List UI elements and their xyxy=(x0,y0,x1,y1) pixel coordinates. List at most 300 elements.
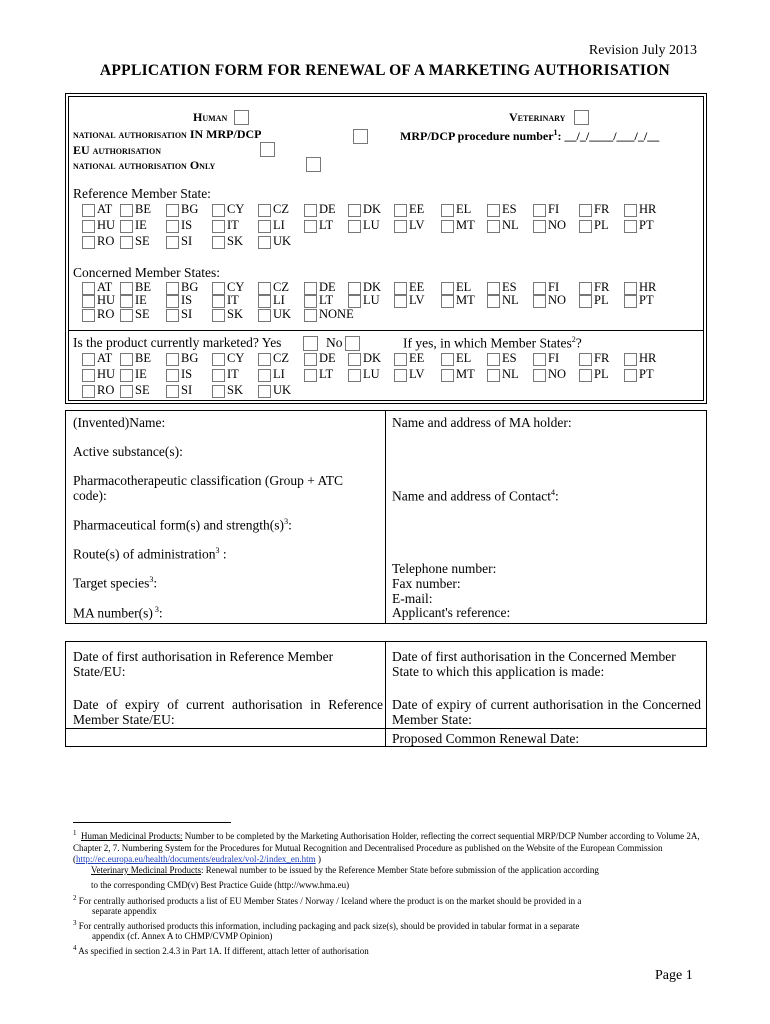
country-checkbox[interactable] xyxy=(212,204,225,217)
country-code: HU xyxy=(97,293,116,307)
country-code: EE xyxy=(409,351,425,365)
country-option[interactable] xyxy=(304,293,333,308)
country-option[interactable] xyxy=(441,351,471,366)
country-code: IT xyxy=(227,367,239,381)
country-checkbox[interactable] xyxy=(212,385,225,398)
country-code: DE xyxy=(319,351,336,365)
country-option[interactable] xyxy=(441,202,471,217)
country-code: HR xyxy=(639,280,657,294)
country-code: PT xyxy=(639,218,654,232)
marketed-question: Is the product currently marketed? Yes xyxy=(73,335,282,350)
country-option[interactable] xyxy=(82,202,112,217)
expiry-rms-label: Date of expiry of current authorisation in Reference Member State/EU: xyxy=(73,697,383,727)
country-checkbox[interactable] xyxy=(579,353,592,366)
country-code: IT xyxy=(227,293,239,307)
country-option[interactable] xyxy=(579,218,609,233)
country-checkbox[interactable] xyxy=(304,353,317,366)
country-option[interactable] xyxy=(212,367,239,382)
country-option[interactable] xyxy=(304,202,336,217)
country-option[interactable] xyxy=(304,367,333,382)
eudralex-link[interactable]: http://ec.europa.eu/health/documents/eudralex/vol-2/index_en.htm xyxy=(76,854,316,864)
ma-number-label: MA number(s) $^3$: xyxy=(73,605,163,621)
country-option[interactable] xyxy=(348,351,381,366)
country-option[interactable] xyxy=(304,218,333,233)
country-option[interactable] xyxy=(579,202,609,217)
country-code: PT xyxy=(639,367,654,381)
country-code: CY xyxy=(227,280,245,294)
country-code: PL xyxy=(594,367,609,381)
country-checkbox[interactable] xyxy=(394,220,407,233)
country-option[interactable] xyxy=(487,293,519,308)
country-checkbox[interactable] xyxy=(487,295,500,308)
country-option[interactable] xyxy=(394,351,424,366)
country-checkbox[interactable] xyxy=(487,204,500,217)
footnote-1: $^1$ Human Medicinal Products: Number to be completed by the Marketing Authorisation Holder, reflecting the correct sequential MRP/DCP Number according to Volume 2A, Chapter 2, 7. Numbering System for the Procedures for Mutual Recognition and Decentralised Procedure as published on the Website of the European Commission (http://ec.europa.eu/health/documents/eudralex/vol-2/index_en.htm ) xyxy=(73,829,700,864)
country-code: SE xyxy=(135,234,150,248)
country-option[interactable] xyxy=(487,202,517,217)
country-option[interactable] xyxy=(394,202,424,217)
country-code: UK xyxy=(273,307,292,321)
country-code: BE xyxy=(135,351,151,365)
country-code: BG xyxy=(181,202,199,216)
country-code: BG xyxy=(181,280,199,294)
country-code: FI xyxy=(548,280,560,294)
country-code: ES xyxy=(502,351,517,365)
country-checkbox[interactable] xyxy=(166,204,179,217)
country-code: LT xyxy=(319,218,334,232)
expiry-cms-label: Date of expiry of current authorisation in the Concerned Member State: xyxy=(392,697,701,727)
concerned-states-label: Concerned Member States: xyxy=(73,265,220,280)
country-code: SE xyxy=(135,307,150,321)
route-label: Route(s) of administration$^3$ : xyxy=(73,546,227,562)
country-code: ES xyxy=(502,202,517,216)
country-code: BE xyxy=(135,202,151,216)
country-checkbox[interactable] xyxy=(82,236,95,249)
country-checkbox[interactable] xyxy=(624,220,637,233)
country-checkbox[interactable] xyxy=(120,309,133,322)
country-code: IE xyxy=(135,293,147,307)
country-checkbox[interactable] xyxy=(166,295,179,308)
country-option[interactable] xyxy=(166,367,192,382)
country-option[interactable] xyxy=(533,202,559,217)
country-checkbox[interactable] xyxy=(166,220,179,233)
marketed-yes-checkbox[interactable] xyxy=(303,336,318,351)
country-option[interactable] xyxy=(82,351,112,366)
country-code: SI xyxy=(181,307,193,321)
country-option[interactable] xyxy=(82,367,115,382)
country-code: LI xyxy=(273,218,285,232)
country-code: PL xyxy=(594,293,609,307)
country-code: LT xyxy=(319,367,334,381)
country-checkbox[interactable] xyxy=(579,220,592,233)
country-code: IT xyxy=(227,218,239,232)
country-option[interactable] xyxy=(624,293,654,308)
country-option[interactable] xyxy=(487,367,519,382)
country-checkbox[interactable] xyxy=(212,309,225,322)
country-code: CY xyxy=(227,202,245,216)
country-checkbox[interactable] xyxy=(82,295,95,308)
country-option[interactable] xyxy=(82,383,114,398)
country-option[interactable] xyxy=(624,218,654,233)
country-checkbox[interactable] xyxy=(624,204,637,217)
country-option[interactable] xyxy=(120,202,151,217)
country-checkbox[interactable] xyxy=(533,353,546,366)
country-checkbox[interactable] xyxy=(624,353,637,366)
national-only-checkbox[interactable] xyxy=(306,157,321,172)
country-code: RO xyxy=(97,234,115,248)
country-option[interactable] xyxy=(348,202,381,217)
country-checkbox[interactable] xyxy=(579,295,592,308)
country-code: EL xyxy=(456,351,472,365)
country-code: LV xyxy=(409,218,425,232)
country-checkbox[interactable] xyxy=(82,220,95,233)
country-option[interactable] xyxy=(258,367,285,382)
country-code: LU xyxy=(363,367,380,381)
country-code: AT xyxy=(97,202,113,216)
country-checkbox[interactable] xyxy=(166,385,179,398)
country-code: CZ xyxy=(273,202,289,216)
footnote-3-cont: appendix (cf. Annex A to CHMP/CVMP Opinion) xyxy=(92,931,273,941)
country-code: HR xyxy=(639,351,657,365)
country-option[interactable] xyxy=(212,383,243,398)
country-code: SE xyxy=(135,383,150,397)
footnote-2-cont: separate appendix xyxy=(92,906,157,916)
country-code: CY xyxy=(227,351,245,365)
country-code: MT xyxy=(456,293,475,307)
country-code: FR xyxy=(594,351,610,365)
country-option[interactable] xyxy=(258,202,289,217)
country-code: LI xyxy=(273,367,285,381)
country-code: NL xyxy=(502,293,519,307)
country-code: IE xyxy=(135,218,147,232)
country-checkbox[interactable] xyxy=(82,353,95,366)
country-checkbox[interactable] xyxy=(258,295,271,308)
country-code: BG xyxy=(181,351,199,365)
country-code: NL xyxy=(502,218,519,232)
country-option[interactable] xyxy=(166,234,192,249)
country-option[interactable] xyxy=(258,218,285,233)
country-code: EE xyxy=(409,280,425,294)
first-auth-cms-label: Date of first authorisation in the Concerned Member State to which this application is made: xyxy=(392,649,676,679)
country-code: DK xyxy=(363,351,382,365)
country-code: IS xyxy=(181,218,193,232)
country-code: IS xyxy=(181,367,193,381)
mrp-dcp-checkbox[interactable] xyxy=(353,129,368,144)
country-option[interactable] xyxy=(212,307,243,322)
country-option[interactable] xyxy=(348,218,380,233)
country-code: HR xyxy=(639,202,657,216)
country-code: LV xyxy=(409,367,425,381)
country-checkbox[interactable] xyxy=(120,236,133,249)
footnote-1-vet: Veterinary Medicinal Products: Renewal number to be issued by the Reference Member State before submission of the application according xyxy=(91,865,599,875)
country-code: BE xyxy=(135,280,151,294)
country-checkbox[interactable] xyxy=(533,204,546,217)
country-checkbox[interactable] xyxy=(82,385,95,398)
human-checkbox[interactable] xyxy=(234,110,249,125)
footnote-4: $^4$ As specified in section 2.4.3 in Part 1A. If different, attach letter of authorisation xyxy=(73,944,369,956)
country-code: PL xyxy=(594,218,609,232)
country-option[interactable] xyxy=(82,293,115,308)
country-option[interactable] xyxy=(441,293,475,308)
country-option[interactable] xyxy=(82,234,114,249)
country-checkbox[interactable] xyxy=(212,236,225,249)
country-option[interactable] xyxy=(120,293,147,308)
country-code: FI xyxy=(548,202,560,216)
form-title: APPLICATION FORM FOR RENEWAL OF A MARKETING AUTHORISATION xyxy=(99,62,671,79)
country-checkbox[interactable] xyxy=(533,220,546,233)
country-checkbox[interactable] xyxy=(348,204,361,217)
country-code: RO xyxy=(97,383,115,397)
country-option[interactable] xyxy=(579,367,609,382)
country-option[interactable] xyxy=(120,218,147,233)
country-checkbox[interactable] xyxy=(258,204,271,217)
country-option[interactable] xyxy=(166,202,198,217)
country-checkbox[interactable] xyxy=(120,295,133,308)
country-code: DE xyxy=(319,202,336,216)
country-checkbox[interactable] xyxy=(304,369,317,382)
country-checkbox[interactable] xyxy=(120,369,133,382)
country-checkbox[interactable] xyxy=(394,369,407,382)
country-code: NL xyxy=(502,367,519,381)
country-checkbox[interactable] xyxy=(258,309,271,322)
country-option[interactable] xyxy=(166,307,192,322)
country-code: DK xyxy=(363,202,382,216)
marketed-no-label: No xyxy=(326,335,343,350)
marketed-which-label: If yes, in which Member States$^2$? xyxy=(403,335,582,351)
invented-name-label: (Invented)Name: xyxy=(73,415,166,430)
country-checkbox[interactable] xyxy=(82,309,95,322)
country-option[interactable] xyxy=(120,307,150,322)
country-checkbox[interactable] xyxy=(441,295,454,308)
country-checkbox[interactable] xyxy=(166,369,179,382)
country-code: CZ xyxy=(273,351,289,365)
veterinary-label: Veterinary xyxy=(509,110,566,124)
country-checkbox[interactable] xyxy=(258,220,271,233)
active-substance-label: Active substance(s): xyxy=(73,444,183,459)
country-checkbox[interactable] xyxy=(82,204,95,217)
country-code: FR xyxy=(594,280,610,294)
country-option[interactable] xyxy=(624,202,656,217)
country-checkbox[interactable] xyxy=(348,220,361,233)
country-option[interactable] xyxy=(533,218,566,233)
country-option[interactable] xyxy=(212,293,239,308)
pharmaco-class-label: Pharmacotherapeutic classification (Group + ATC code): xyxy=(73,473,344,503)
country-option[interactable] xyxy=(579,351,609,366)
country-code: NO xyxy=(548,293,567,307)
country-checkbox[interactable] xyxy=(258,236,271,249)
footnote-2: $^2$ For centrally authorised products a list of EU Member States / Norway / Iceland where the product is on the market should be provided in a xyxy=(73,894,582,906)
country-option[interactable] xyxy=(120,351,151,366)
country-option[interactable] xyxy=(304,351,336,366)
country-option[interactable] xyxy=(212,234,243,249)
reference-state-label: Reference Member State: xyxy=(73,186,211,201)
country-checkbox[interactable] xyxy=(533,295,546,308)
country-option[interactable] xyxy=(624,367,654,382)
country-code: ES xyxy=(502,280,517,294)
country-option[interactable] xyxy=(487,218,519,233)
country-option[interactable] xyxy=(212,351,244,366)
country-checkbox[interactable] xyxy=(120,385,133,398)
country-checkbox[interactable] xyxy=(394,204,407,217)
country-code: NONE xyxy=(319,307,354,321)
country-checkbox[interactable] xyxy=(120,220,133,233)
human-label: Human xyxy=(193,110,228,124)
contact-label: Name and address of Contact$^4$: xyxy=(392,488,559,504)
first-auth-rms-label: Date of first authorisation in Reference Member State/EU: xyxy=(73,649,334,679)
telephone-label: Telephone number: xyxy=(392,561,497,576)
country-checkbox[interactable] xyxy=(394,295,407,308)
country-code: FR xyxy=(594,202,610,216)
country-code: MT xyxy=(456,218,475,232)
country-option[interactable] xyxy=(166,293,192,308)
country-code: SK xyxy=(227,307,243,321)
country-code: NO xyxy=(548,367,567,381)
country-checkbox[interactable] xyxy=(212,220,225,233)
country-code: LT xyxy=(319,293,334,307)
country-checkbox[interactable] xyxy=(487,369,500,382)
country-option[interactable] xyxy=(166,218,192,233)
country-checkbox[interactable] xyxy=(304,204,317,217)
target-species-label: Target species$^3$: xyxy=(73,575,158,591)
country-option[interactable] xyxy=(258,351,289,366)
pharma-form-label: Pharmaceutical form(s) and $strength(s)^3$: xyxy=(73,517,292,533)
country-checkbox[interactable] xyxy=(441,220,454,233)
country-checkbox[interactable] xyxy=(394,353,407,366)
country-checkbox[interactable] xyxy=(212,369,225,382)
country-checkbox[interactable] xyxy=(441,204,454,217)
country-checkbox[interactable] xyxy=(166,236,179,249)
country-option[interactable] xyxy=(212,202,244,217)
country-option[interactable] xyxy=(120,234,150,249)
marketed-no-checkbox[interactable] xyxy=(345,336,360,351)
country-checkbox[interactable] xyxy=(304,295,317,308)
country-checkbox[interactable] xyxy=(212,353,225,366)
country-code: LU xyxy=(363,218,380,232)
country-checkbox[interactable] xyxy=(487,220,500,233)
country-code: SI xyxy=(181,383,193,397)
country-checkbox[interactable] xyxy=(258,353,271,366)
country-checkbox[interactable] xyxy=(487,353,500,366)
country-option[interactable] xyxy=(258,383,291,398)
country-code: LI xyxy=(273,293,285,307)
country-option[interactable] xyxy=(487,351,517,366)
country-checkbox[interactable] xyxy=(304,309,317,322)
country-code: EE xyxy=(409,202,425,216)
country-option[interactable] xyxy=(533,351,559,366)
country-code: IS xyxy=(181,293,193,307)
country-code: DK xyxy=(363,280,382,294)
country-code: SK xyxy=(227,383,243,397)
footnote-1-vet-2: to the corresponding CMD(v) Best Practice Guide (http://www.hma.eu) xyxy=(91,880,350,890)
procedure-number: MRP/DCP procedure number$^1$: __/_/____/___/_/__ xyxy=(400,128,660,143)
country-option[interactable] xyxy=(120,383,150,398)
country-option[interactable] xyxy=(441,218,475,233)
country-option[interactable] xyxy=(166,351,198,366)
country-code: UK xyxy=(273,234,292,248)
country-code: DE xyxy=(319,280,336,294)
national-only-label: national authorisation Only xyxy=(73,158,216,172)
country-checkbox[interactable] xyxy=(441,353,454,366)
country-checkbox[interactable] xyxy=(348,353,361,366)
country-code: IE xyxy=(135,367,147,381)
country-option[interactable] xyxy=(304,307,354,322)
country-option[interactable] xyxy=(579,293,609,308)
country-option[interactable] xyxy=(166,383,192,398)
country-code: AT xyxy=(97,280,113,294)
country-option[interactable] xyxy=(624,351,656,366)
country-option[interactable] xyxy=(82,218,115,233)
country-code: LV xyxy=(409,293,425,307)
country-checkbox[interactable] xyxy=(441,369,454,382)
common-renewal-label: Proposed Common Renewal Date: xyxy=(392,731,580,746)
country-checkbox[interactable] xyxy=(304,220,317,233)
country-checkbox[interactable] xyxy=(258,385,271,398)
country-option[interactable] xyxy=(394,293,425,308)
country-option[interactable] xyxy=(348,367,380,382)
country-checkbox[interactable] xyxy=(579,204,592,217)
country-code: MT xyxy=(456,367,475,381)
veterinary-checkbox[interactable] xyxy=(574,110,589,125)
eu-authorisation-label: EU authorisation xyxy=(73,143,161,157)
country-code: HU xyxy=(97,218,116,232)
email-label: E-mail: xyxy=(392,591,433,606)
eu-authorisation-checkbox[interactable] xyxy=(260,142,275,157)
country-checkbox[interactable] xyxy=(166,309,179,322)
country-option[interactable] xyxy=(120,367,147,382)
page-number: Page 1 xyxy=(655,968,693,983)
country-code: RO xyxy=(97,307,115,321)
country-checkbox[interactable] xyxy=(166,353,179,366)
country-checkbox[interactable] xyxy=(624,295,637,308)
country-checkbox[interactable] xyxy=(120,204,133,217)
country-checkbox[interactable] xyxy=(348,369,361,382)
country-code: LU xyxy=(363,293,380,307)
country-code: PT xyxy=(639,293,654,307)
country-option[interactable] xyxy=(533,293,566,308)
country-checkbox[interactable] xyxy=(82,369,95,382)
country-code: UK xyxy=(273,383,292,397)
country-option[interactable] xyxy=(441,367,475,382)
country-option[interactable] xyxy=(394,367,425,382)
country-option[interactable] xyxy=(533,367,566,382)
country-code: NO xyxy=(548,218,567,232)
ma-holder-label: Name and address of MA holder: xyxy=(392,415,572,430)
country-code: FI xyxy=(548,351,560,365)
country-option[interactable] xyxy=(394,218,425,233)
footnote-3: $^3$ For centrally authorised products this information, including packaging and pack size(s), should be provided in tabular format in a separate xyxy=(73,919,580,931)
country-option[interactable] xyxy=(258,307,291,322)
country-code: SI xyxy=(181,234,193,248)
country-code: EL xyxy=(456,202,472,216)
country-option[interactable] xyxy=(258,293,285,308)
country-checkbox[interactable] xyxy=(212,295,225,308)
country-option[interactable] xyxy=(348,293,380,308)
revision-date: Revision July 2013 xyxy=(588,43,697,58)
country-option[interactable] xyxy=(212,218,239,233)
country-checkbox[interactable] xyxy=(533,369,546,382)
country-checkbox[interactable] xyxy=(624,369,637,382)
fax-label: Fax number: xyxy=(392,576,461,591)
country-checkbox[interactable] xyxy=(120,353,133,366)
country-checkbox[interactable] xyxy=(348,295,361,308)
country-option[interactable] xyxy=(82,307,114,322)
country-checkbox[interactable] xyxy=(258,369,271,382)
country-code: AT xyxy=(97,351,113,365)
country-checkbox[interactable] xyxy=(579,369,592,382)
country-code: EL xyxy=(456,280,472,294)
country-option[interactable] xyxy=(258,234,291,249)
country-code: CZ xyxy=(273,280,289,294)
